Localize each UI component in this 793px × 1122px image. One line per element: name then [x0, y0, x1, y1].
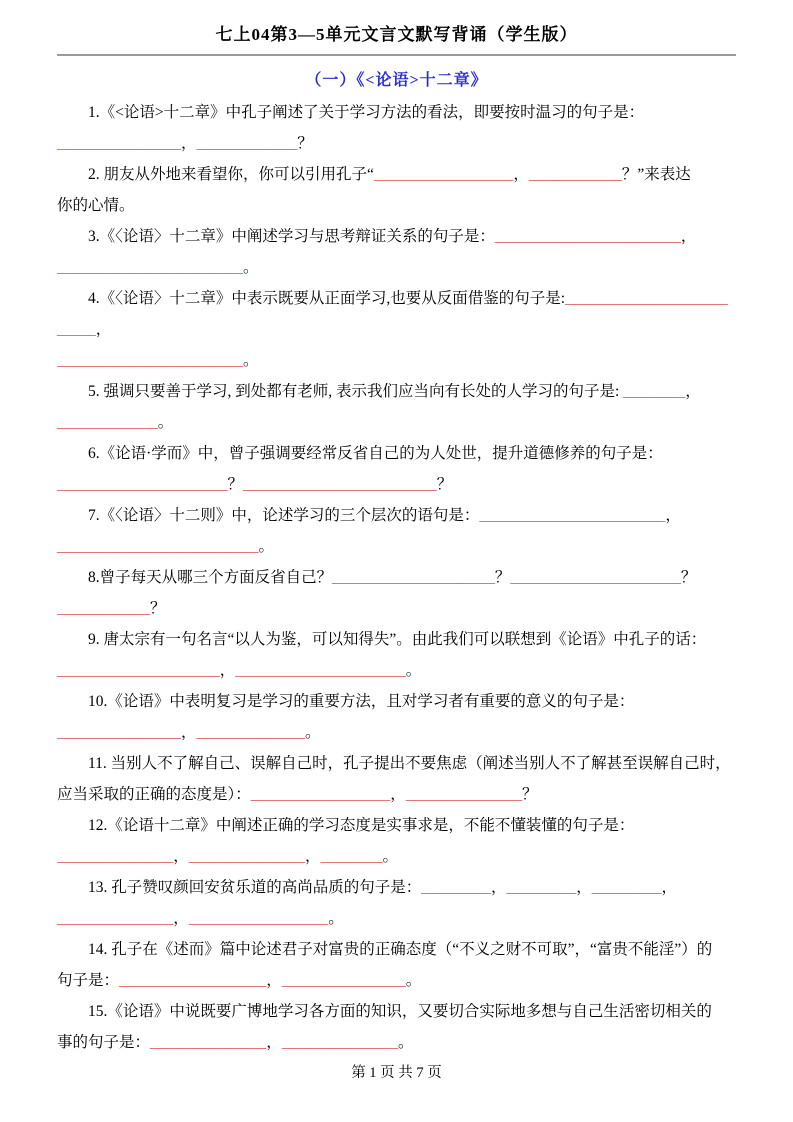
question-line: _____________。 — [57, 414, 174, 431]
answer-blank: _________ — [421, 879, 492, 896]
answer-blank: ________________________ — [494, 228, 681, 245]
answer-blank: ________ — [623, 383, 686, 400]
answer-blank: __________________________ — [57, 538, 259, 555]
answer-blank: ________________________ — [57, 259, 243, 276]
question-line: 12.《论语十二章》中阐述正确的学习态度是实事求是，不能不懂装懂的句子是： — [88, 817, 635, 834]
question-line: 5. 强调只要善于学习, 到处都有老师, 表示我们应当向有长处的人学习的句子是: ________， — [88, 383, 701, 400]
answer-blank: ____________ — [528, 166, 622, 183]
question-line: 4.《〈论语〉十二章》中表示既要从正面学习,也要从反面借鉴的句子是:__________________________， — [57, 290, 728, 338]
answer-blank: ______________________ — [510, 569, 681, 586]
question-line: __________________________。 — [57, 538, 275, 555]
question-item — [57, 810, 735, 872]
question-item — [57, 159, 735, 221]
document-title: 七上04第3—5单元文言文默写背诵（学生版） — [215, 25, 578, 44]
answer-blank: ______________ — [196, 724, 306, 741]
answer-blank: __________________ — [188, 910, 329, 927]
question-item — [57, 934, 735, 996]
question-line: 10.《论语》中表明复习是学习的重要方法，且对学习者有重要的意义的句子是： — [88, 693, 635, 710]
answer-blank: ______________________ — [235, 662, 406, 679]
question-line: 15.《论语》中说既要广博地学习各方面的知识，又要切合实际地多想与自己生活密切相关的 — [88, 1003, 712, 1020]
question-line: ________________，_____________？ — [57, 135, 313, 152]
question-item — [57, 624, 735, 686]
question-line: ________________，______________。 — [57, 724, 321, 741]
answer-blank: _____________ — [196, 135, 298, 152]
answer-blank: ________________________ — [479, 507, 666, 524]
answer-blank: __________________ — [373, 166, 514, 183]
question-line: _______________，_______________，________。 — [57, 848, 399, 865]
answer-blank: _____________________ — [57, 662, 220, 679]
question-item — [57, 376, 735, 438]
question-item — [57, 283, 735, 376]
question-item — [57, 438, 735, 500]
answer-blank: ___________________ — [119, 972, 267, 989]
answer-blank: ______________________ — [57, 476, 228, 493]
question-line: 句子是：___________________，________________。 — [57, 972, 422, 989]
question-line: 1.《<论语>十二章》中孔子阐述了关于学习方法的看法，即要按时温习的句子是： — [88, 104, 645, 121]
question-line: 8.曾子每天从哪三个方面反省自己？_____________________？______________________？ — [88, 569, 697, 586]
question-line: _______________，__________________。 — [57, 910, 344, 927]
question-item — [57, 97, 735, 159]
answer-blank: _______________ — [405, 786, 523, 803]
question-line: 7.《〈论语〉十二则》中，论述学习的三个层次的语句是：________________________， — [88, 507, 681, 524]
question-item — [57, 500, 735, 562]
answer-blank: ________________ — [281, 972, 406, 989]
question-line: 13. 孔子赞叹颜回安贫乐道的高尚品质的句子是：_________，_________，_________， — [88, 879, 678, 896]
answer-blank: _____________________ — [332, 569, 495, 586]
question-line: ________________________。 — [57, 259, 259, 276]
answer-blank: _______________ — [57, 848, 174, 865]
question-line: ________________________。 — [57, 352, 259, 369]
question-item — [57, 221, 735, 283]
answer-blank: _______________ — [281, 1034, 399, 1051]
question-line: 事的句子是：_______________，_______________。 — [57, 1034, 414, 1051]
question-line: 11. 当别人不了解自己、误解自己时，孔子提出不要焦虑（阐述当别人不了解甚至误解自己时， — [88, 755, 731, 772]
page-header — [0, 0, 793, 90]
answer-blank: _______________ — [188, 848, 306, 865]
question-item — [57, 996, 735, 1058]
question-line: 14. 孔子在《述而》篇中论述君子对富贵的正确态度（“不义之财不可取”，“富贵不能淫”）的 — [88, 941, 713, 958]
answer-blank: _________ — [591, 879, 662, 896]
answer-blank: _______________ — [150, 1034, 267, 1051]
question-line: 2. 朋友从外地来看望你，你可以引用孔子“__________________，____________？”来表达 — [88, 166, 691, 183]
page-footer: 第 1 页 共 7 页 — [351, 1065, 442, 1081]
question-line: 应当采取的正确的态度是）：__________________，_______________？ — [57, 786, 538, 803]
header-divider — [57, 54, 736, 56]
question-item — [57, 748, 735, 810]
question-line: 9. 唐太宗有一句名言“以人为鉴，可以知得失”。由此我们可以联想到《论语》中孔子的话： — [88, 631, 707, 648]
answer-blank: _________ — [506, 879, 577, 896]
answer-blank: ________________ — [57, 135, 181, 152]
question-line: ______________________？_________________________？ — [57, 476, 453, 493]
answer-blank: ________________ — [57, 724, 181, 741]
question-item — [57, 872, 735, 934]
answer-blank: ____________ — [57, 600, 150, 617]
section-heading: （一）《<论语>十二章》 — [305, 72, 488, 89]
question-item — [57, 686, 735, 748]
answer-blank: _________________________ — [243, 476, 437, 493]
question-line: ____________？ — [57, 600, 166, 617]
answer-blank: __________________________ — [57, 290, 728, 338]
answer-blank: _____________ — [57, 414, 158, 431]
question-line: 6.《论语·学而》中，曾子强调要经常反省自己的为人处世，提升道德修养的句子是： — [88, 445, 663, 462]
answer-blank: __________________ — [250, 786, 391, 803]
answer-blank: ________ — [320, 848, 383, 865]
question-item — [57, 562, 735, 624]
answer-blank: ________________________ — [57, 352, 243, 369]
question-list — [57, 97, 735, 1058]
question-line: 你的心情。 — [57, 197, 135, 214]
answer-blank: _______________ — [57, 910, 174, 927]
question-line: _____________________，______________________。 — [57, 662, 422, 679]
question-line: 3.《〈论语〉十二章》中阐述学习与思考辩证关系的句子是：________________________， — [88, 228, 697, 245]
